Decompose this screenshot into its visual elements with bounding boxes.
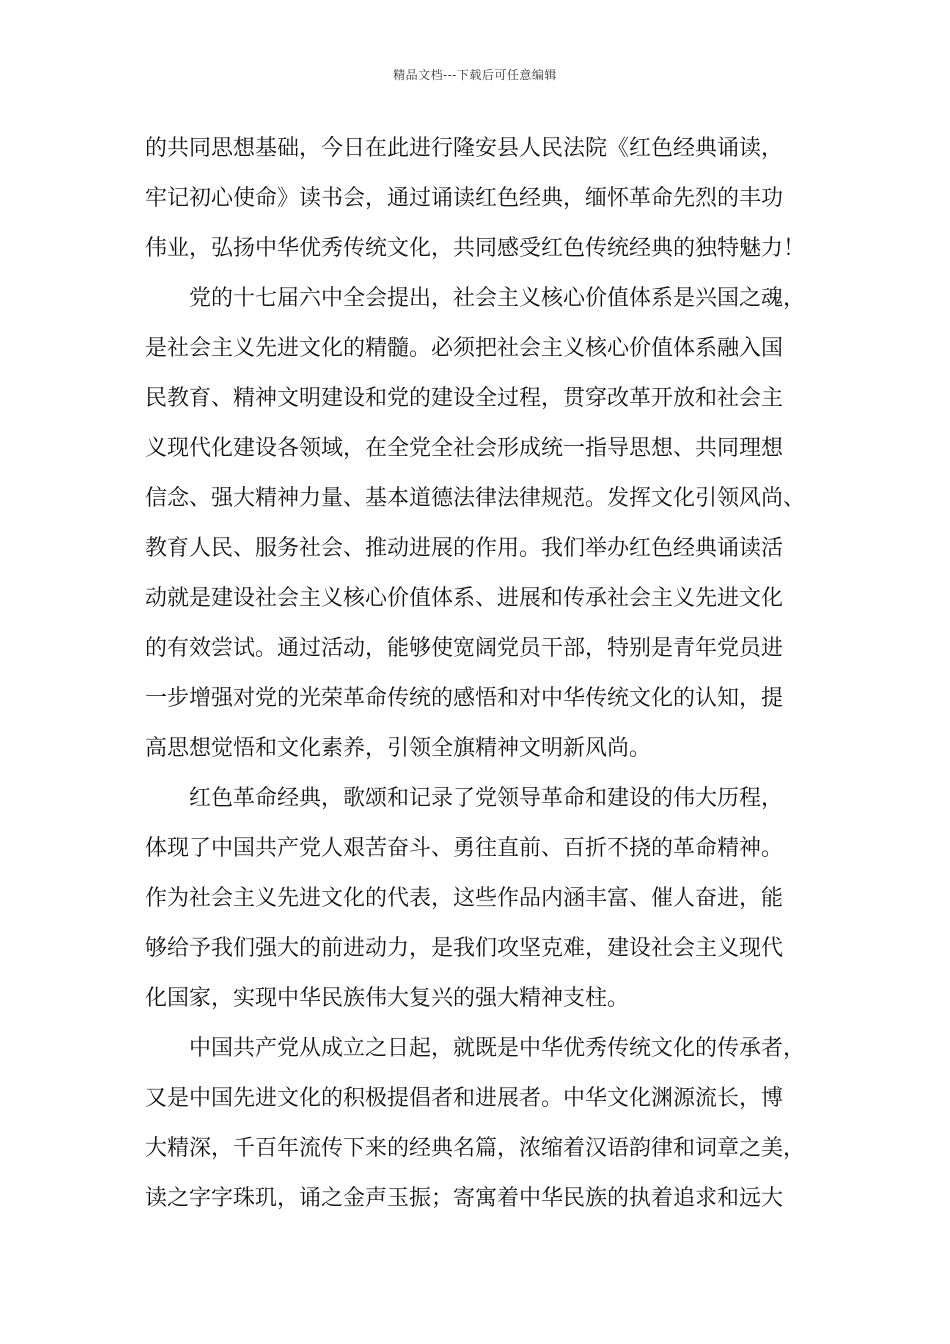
text-line: 牢记初心使命》读书会，通过诵读红色经典，缅怀革命先烈的丰功 (145, 186, 784, 211)
text-line: 的共同思想基础，今日在此进行隆安县人民法院《红色经典诵读， (145, 136, 784, 161)
text-line: 作为社会主义先进文化的代表，这些作品内涵丰富、催人奋进，能 (145, 886, 784, 911)
text-line: 信念、强大精神力量、基本道德法律法律规范。发挥文化引领风尚、 (145, 486, 806, 511)
paragraph-3 (145, 774, 827, 1024)
text-line: 民教育、精神文明建设和党的建设全过程，贯穿改革开放和社会主 (145, 386, 784, 411)
text-line: 义现代化建设各领域，在全党全社会形成统一指导思想、共同理想 (145, 436, 784, 461)
text-line: 是社会主义先进文化的精髓。必须把社会主义核心价值体系融入国 (145, 336, 784, 361)
paragraph-1 (145, 124, 827, 274)
text-line: 读之字字珠玑，诵之金声玉振；寄寓着中华民族的执着追求和远大 (145, 1186, 784, 1211)
text-line: 中国共产党从成立之日起，就既是中华优秀传统文化的传承者， (189, 1036, 806, 1061)
text-line: 化国家，实现中华民族伟大复兴的强大精神支柱。 (145, 986, 630, 1011)
text-line: 红色革命经典，歌颂和记录了党领导革命和建设的伟大历程， (189, 786, 784, 811)
text-line: 党的十七届六中全会提出，社会主义核心价值体系是兴国之魂， (189, 286, 806, 311)
text-line: 伟业，弘扬中华优秀传统文化，共同感受红色传统经典的独特魅力！ (145, 236, 806, 261)
text-line: 体现了中国共产党人艰苦奋斗、勇往直前、百折不挠的革命精神。 (145, 836, 784, 861)
text-line: 又是中国先进文化的积极提倡者和进展者。中华文化渊源流长，博 (145, 1086, 784, 1111)
text-line: 大精深，千百年流传下来的经典名篇，浓缩着汉语韵律和词章之美， (145, 1136, 806, 1161)
paragraph-4 (145, 1024, 827, 1224)
document-body (145, 124, 827, 1224)
text-line: 高思想觉悟和文化素养，引领全旗精神文明新风尚。 (145, 736, 652, 761)
text-line: 够给予我们强大的前进动力，是我们攻坚克难，建设社会主义现代 (145, 936, 784, 961)
text-line: 一步增强对党的光荣革命传统的感悟和对中华传统文化的认知，提 (145, 686, 784, 711)
text-line: 动就是建设社会主义核心价值体系、进展和传承社会主义先进文化 (145, 586, 784, 611)
text-line: 的有效尝试。通过活动，能够使宽阔党员干部，特别是青年党员进 (145, 636, 784, 661)
text-line: 教育人民、服务社会、推动进展的作用。我们举办红色经典诵读活 (145, 536, 784, 561)
page-header: 精品文档---下载后可任意编辑 (393, 68, 557, 82)
paragraph-2 (145, 274, 827, 774)
